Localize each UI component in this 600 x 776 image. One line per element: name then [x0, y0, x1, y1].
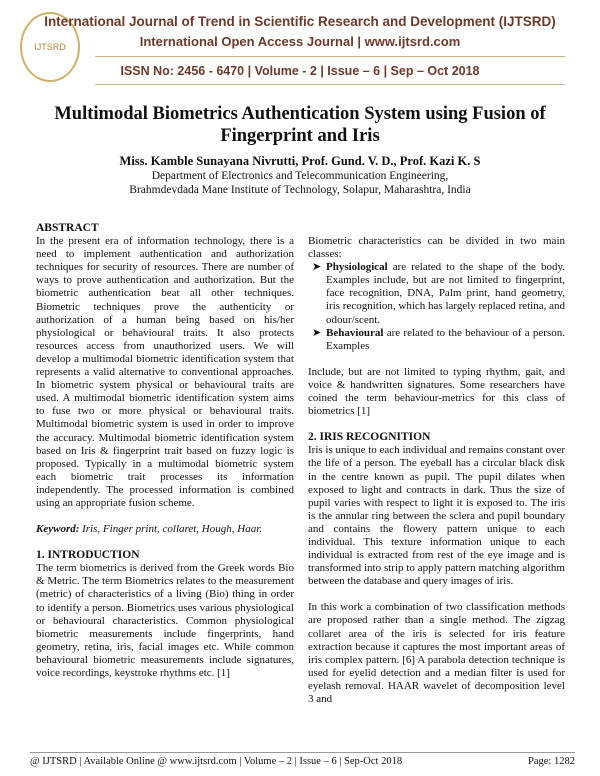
iris-text: Iris is unique to each individual and remains constant over the life of a person. The eyeball has a circular black disk in the centre known as pupil. The pupil dilates when exposed to light and contracts in dark. Thus the size of pupil varies with respect to light it is exposed to. The iris is the annular ring between the sclera and pupil boundary and contains the flowery pattern unique to each individual. This texture information unique to each individual is extracted from rest of the eye image and is transformed into strip to apply pattern matching algorithm between the database and query images of iris.	[308, 444, 565, 588]
issn-line: ISSN No: 2456 - 6470 | Volume - 2 | Issue – 6 | Sep – Oct 2018	[120, 64, 480, 78]
affiliation-institute: Brahmdevdada Mane Institute of Technology, Solapur, Maharashtra, India	[129, 184, 471, 196]
abstract-heading: ABSTRACT	[36, 222, 99, 234]
list-item: ➤ Behavioural are related to the behaviour of a person. Examples	[312, 326, 565, 352]
journal-access-line: International Open Access Journal | www.ijtsrd.com	[139, 34, 461, 49]
right-column	[308, 235, 565, 706]
page-footer	[30, 756, 575, 767]
journal-logo: IJTSRD	[20, 12, 80, 82]
introduction-text: The term biometrics is derived from the Greek words Bio & Metric. The term Biometrics relates to the measurement (metric) of characteristics of a living (Bio) thing in order to identify a person. Biometrics uses various physiological or behavioural characteristics. Common physiological biometric measurements include fingerprints, hand geometry, retina, iris, facial images etc. While common behavioural biometric measurements include signatures, voice recordings, keystroke rhythms etc. [1]	[36, 562, 294, 679]
header-divider	[95, 56, 565, 57]
paper-title: Multimodal Biometrics Authentication System using Fusion of Fingerprint and Iris	[54, 104, 546, 146]
classes-list	[308, 261, 565, 353]
journal-name: International Journal of Trend in Scientific Research and Development (IJTSRD)	[44, 14, 556, 29]
header-divider-2	[95, 84, 565, 85]
page-number: Page: 1282	[528, 756, 575, 767]
left-column	[36, 222, 294, 680]
iris-heading: 2. IRIS RECOGNITION	[308, 431, 431, 444]
footer-divider	[30, 752, 575, 753]
arrow-bullet-icon: ➤	[312, 326, 322, 339]
introduction-heading: 1. INTRODUCTION	[36, 549, 140, 562]
footer-info: @ IJTSRD | Available Online @ www.ijtsrd.com | Volume – 2 | Issue – 6 | Sep-Oct 2018	[30, 756, 403, 767]
arrow-bullet-icon: ➤	[312, 261, 322, 274]
paper-authors: Miss. Kamble Sunayana Nivrutti, Prof. Gund. V. D., Prof. Kazi K. S	[119, 154, 481, 168]
affiliation-department: Department of Electronics and Telecommunication Engineering,	[151, 170, 449, 182]
abstract-text: In the present era of information technology, there is a need to implement authentication and authorization techniques for security of resources. There are number of ways to prove authentication and authorization. But the biometric authentication beat all other techniques. Biometric techniques prove the authenticity or authorization of a human being based on his/her physiological or behavioural traits. It also protects resources access from unauthorized users. We will develop a multimodal biometric identification system that represents a valid alternative to conventional approaches. In biometric system physical or behavioural traits are used. A multimodal biometric identification system aims to fuse two or more physical or behavioural traits. Multimodal biometric system is used in order to improve the accuracy. Multimodal biometric identification system based on Iris & fingerprint trait based on fuzzy logic is proposed. Typically in a multimodal biometric system each biometric trait processes its information independently. The processed information is combined using an appropriate fusion scheme.	[36, 235, 294, 509]
list-item: ➤ Physiological are related to the shape of the body. Examples include, but are not limited to fingerprint, face recognition, DNA, Palm print, hand geometry, iris recognition, which has largely replaced retina, and odour/scent.	[312, 261, 565, 326]
classes-intro: Biometric characteristics can be divided in two main classes:	[308, 235, 565, 261]
work-paragraph: In this work a combination of two classification methods are proposed rather than a single method. The zigzag collaret area of the iris is selected for iris feature extraction because it captures the most important areas of iris complex pattern. [6] A parabola detection technique is used for eyelid detection and a median filter is used for eyelash removal. HAAR wavelet of decomposition level 3 and	[308, 601, 565, 705]
include-paragraph: Include, but are not limited to typing rhythm, gait, and voice & handwritten signatures. Some researchers have coined the term behaviour-metrics for this class of biometrics [1]	[308, 365, 565, 418]
keywords: Keyword: Iris, Finger print, collaret, Hough, Haar.	[36, 523, 263, 536]
